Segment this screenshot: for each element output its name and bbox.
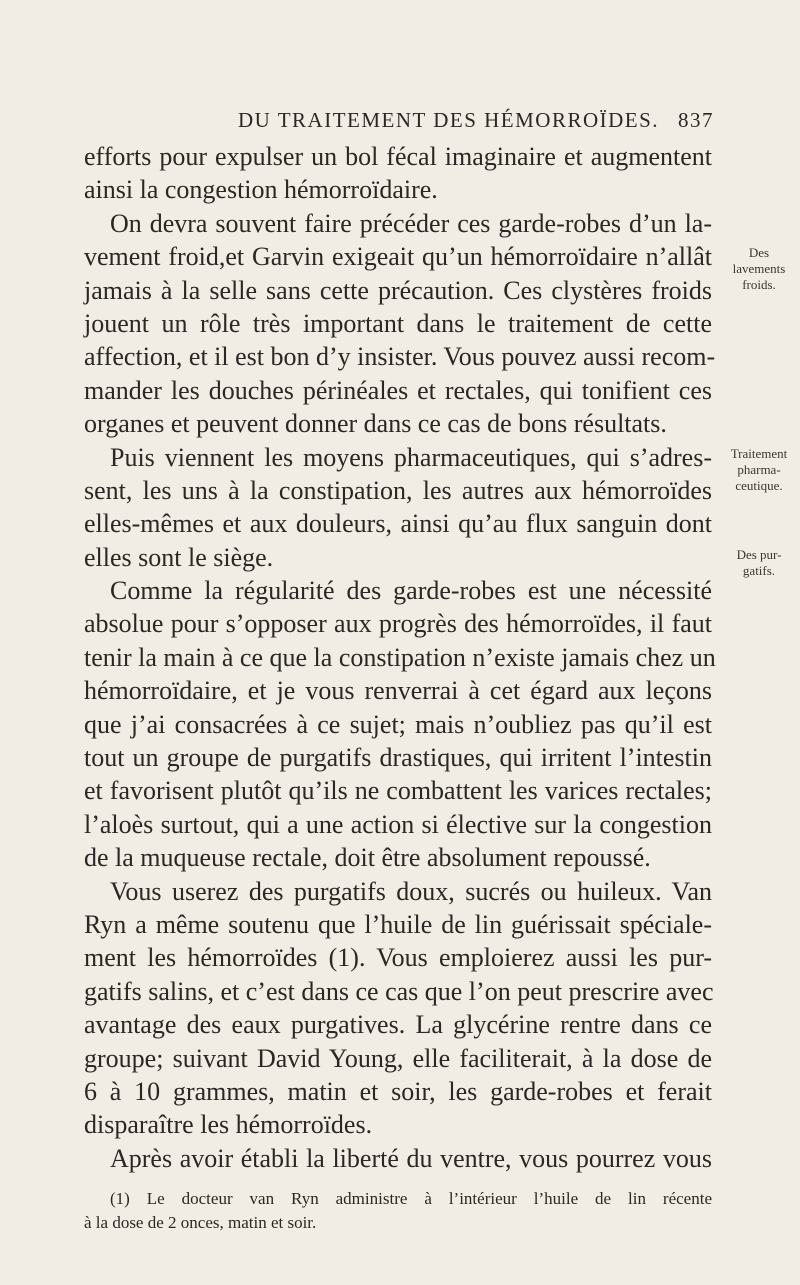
margin-note-line: gatifs. xyxy=(742,563,776,578)
body-line: jamais à la selle sans cette précaution. Ces clystères froids xyxy=(84,275,712,305)
margin-note-line: Traitement xyxy=(730,446,788,461)
body-line: tenir la main à ce que la constipation n’existe jamais chez un xyxy=(84,642,716,672)
body-line: que j’ai consacrées à ce sujet; mais n’oubliez pas qu’il est xyxy=(84,709,712,739)
body-line: ainsi la congestion hémorroïdaire. xyxy=(84,175,438,205)
running-title: DU TRAITEMENT DES HÉMORROÏDES. xyxy=(238,108,660,132)
body-line: Vous userez des purgatifs doux, sucrés ou huileux. Van xyxy=(110,876,712,906)
body-line: absolue pour s’opposer aux progrès des hémorroïdes, il faut xyxy=(84,609,712,639)
body-line: organes et peuvent donner dans ce cas de bons résultats. xyxy=(84,409,667,439)
margin-note-line: Des xyxy=(748,245,770,260)
body-line: gatifs salins, et c’est dans ce cas que l’on peut prescrire avec xyxy=(84,976,714,1006)
margin-note-purgatifs xyxy=(720,547,798,579)
body-line: Après avoir établi la liberté du ventre, vous pourrez vous xyxy=(110,1143,712,1173)
body-line: elles sont le siège. xyxy=(84,542,274,572)
page-number: 837 xyxy=(678,108,714,132)
body-line: 6 à 10 grammes, matin et soir, les garde-robes et ferait xyxy=(84,1076,712,1106)
margin-note-traitement xyxy=(720,446,798,494)
body-line: ment les hémorroïdes (1). Vous emploierez aussi les pur- xyxy=(84,943,712,973)
body-line: disparaître les hémorroïdes. xyxy=(84,1110,373,1140)
body-line: Puis viennent les moyens pharmaceutiques, qui s’adres- xyxy=(110,442,712,472)
body-line: vement froid,et Garvin exigeait qu’un hémorroïdaire n’allât xyxy=(84,242,712,272)
body-line: Comme la régularité des garde-robes est une nécessité xyxy=(110,576,712,606)
body-line: elles-mêmes et aux douleurs, ainsi qu’au flux sanguin dont xyxy=(84,509,712,539)
body-line: avantage des eaux purgatives. La glycérine rentre dans ce xyxy=(84,1010,712,1040)
margin-note-line: lavements xyxy=(732,261,786,276)
body-line: groupe; suivant David Young, elle faciliterait, à la dose de xyxy=(84,1043,712,1073)
body-line: On devra souvent faire précéder ces garde-robes d’un la- xyxy=(110,208,712,238)
body-line: Ryn a même soutenu que l’huile de lin guérissait spéciale- xyxy=(84,909,712,939)
margin-note-line: ceutique. xyxy=(735,478,783,493)
body-line: hémorroïdaire, et je vous renverrai à cet égard aux leçons xyxy=(84,676,712,706)
body-text xyxy=(84,140,716,1175)
footnote-line: (1) Le docteur van Ryn administre à l’intérieur l’huile de lin récente xyxy=(110,1189,712,1208)
body-line: tout un groupe de purgatifs drastiques, qui irritent l’intestin xyxy=(84,743,712,773)
body-line: et favorisent plutôt qu’ils ne combattent les varices rectales; xyxy=(84,776,712,806)
body-line: l’aloès surtout, qui a une action si élective sur la congestion xyxy=(84,809,712,839)
body-line: mander les douches périnéales et rectales, qui tonifient ces xyxy=(84,375,712,405)
body-line: jouent un rôle très important dans le traitement de cette xyxy=(84,308,712,338)
margin-note-line: froids. xyxy=(742,277,776,292)
body-line: sent, les uns à la constipation, les autres aux hémorroïdes xyxy=(84,475,712,505)
footnote-line: à la dose de 2 onces, matin et soir. xyxy=(84,1213,317,1232)
footnote xyxy=(84,1187,712,1235)
body-line: de la muqueuse rectale, doit être absolument repoussé. xyxy=(84,843,651,873)
body-line: affection, et il est bon d’y insister. Vous pouvez aussi recom- xyxy=(84,342,716,372)
margin-note-line: Des pur- xyxy=(736,547,782,562)
body-line: efforts pour expulser un bol fécal imaginaire et augmentent xyxy=(84,142,712,171)
margin-note-line: pharma- xyxy=(737,462,781,477)
margin-note-lavements xyxy=(720,245,798,293)
